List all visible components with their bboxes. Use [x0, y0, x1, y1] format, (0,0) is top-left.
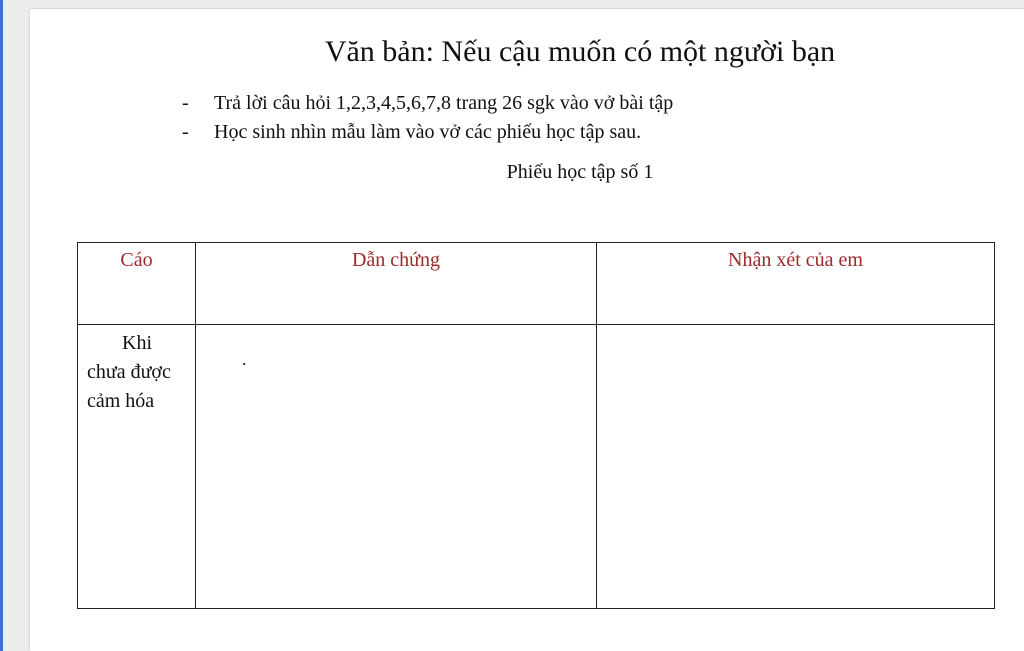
instruction-text: Trả lời câu hỏi 1,2,3,4,5,6,7,8 trang 26 sgk vào vở bài tập: [214, 92, 674, 114]
evidence-cell[interactable]: [196, 325, 597, 609]
header-comment: Nhận xét của em: [597, 243, 995, 325]
row-label-line: cảm hóa: [87, 390, 155, 412]
document-title: Văn bản: Nếu cậu muốn có một người bạn: [324, 35, 836, 68]
evidence-text: .: [242, 349, 247, 369]
table-header-row: [78, 243, 995, 325]
instruction-text: Học sinh nhìn mẫu làm vào vở các phiếu học tập sau.: [214, 121, 642, 143]
header-fox: Cáo: [78, 243, 196, 325]
header-evidence: Dẫn chứng: [196, 243, 597, 325]
instruction-list: [182, 89, 673, 147]
worksheet-table: [77, 242, 995, 609]
worksheet-title: Phiếu học tập số 1: [506, 161, 654, 183]
bullet-marker: -: [182, 121, 189, 143]
instruction-item: [182, 118, 673, 147]
row-label-cell[interactable]: [78, 325, 196, 609]
comment-text: [597, 325, 994, 349]
row-label: [78, 325, 195, 416]
bullet-marker: -: [182, 92, 189, 114]
instruction-item: [182, 89, 673, 118]
window-left-accent: [0, 0, 3, 651]
table-row: [78, 325, 995, 609]
row-label-line: Khi: [122, 332, 152, 354]
document-page: [30, 9, 1024, 651]
comment-cell[interactable]: [597, 325, 995, 609]
row-label-line: chưa được: [87, 361, 171, 383]
